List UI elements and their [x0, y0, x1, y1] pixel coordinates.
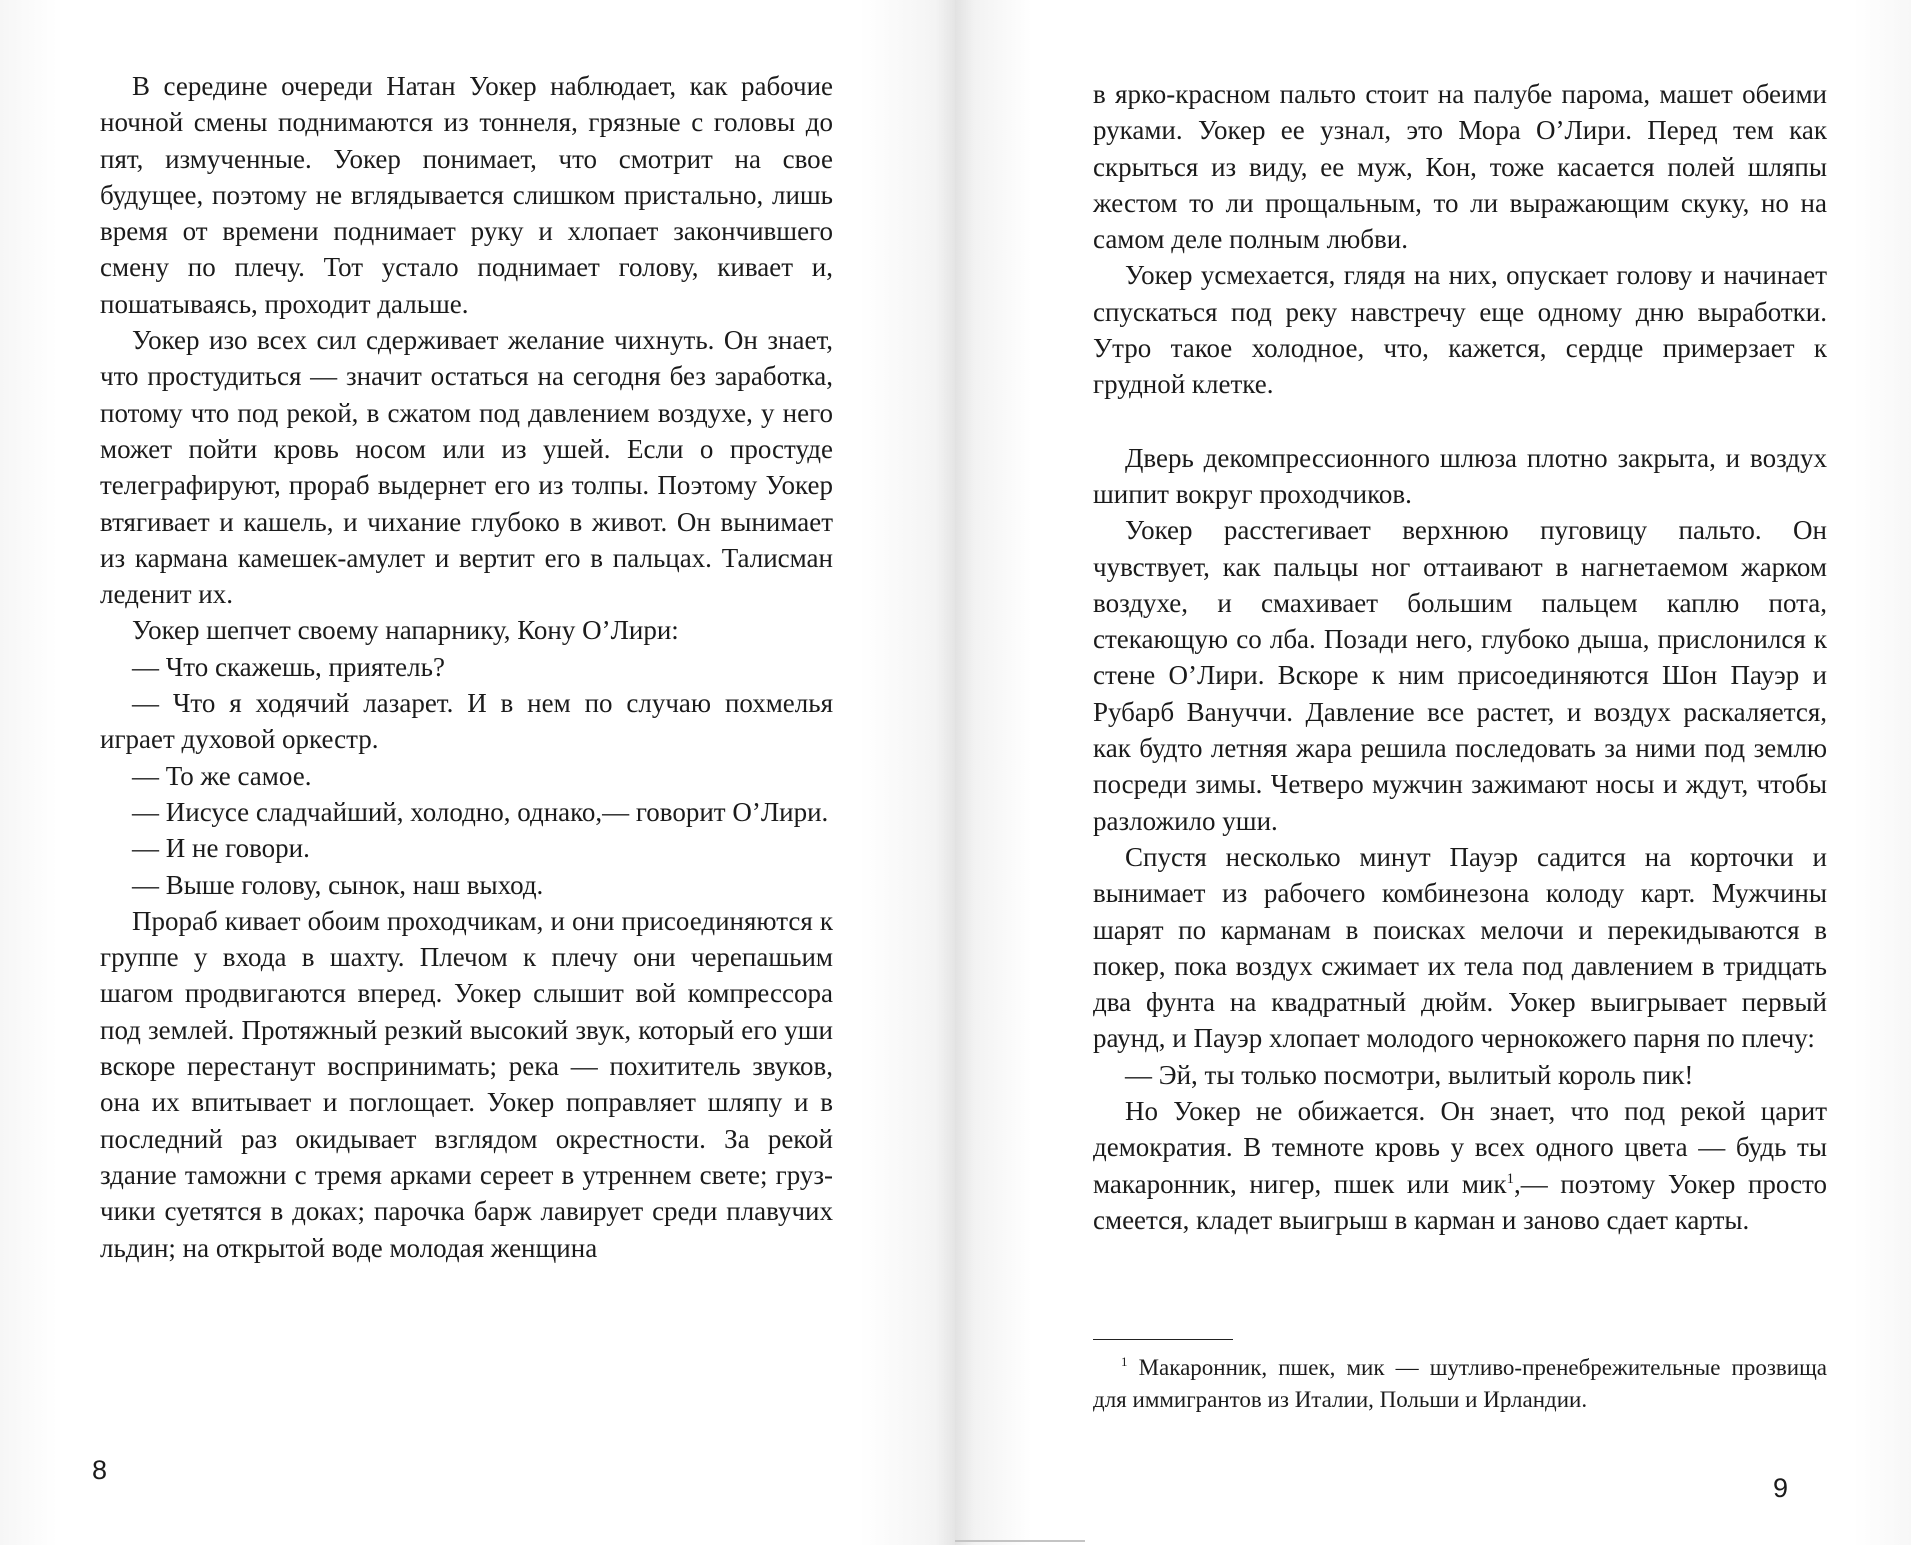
dialogue-line: — Эй, ты только посмотри, вылитый король пик! — [1125, 1059, 1694, 1090]
paragraph: В середине очереди Натан Уокер наблюдает, как рабочие ночной смены поднимаются из тоннеля, грязные с головы до пят, измученные. Уокер понимает, что смотрит на свое будущее, поэтому не вглядывается слишком пристально, лишь время от времени поднимает руку и хлопает закончившего смену по плечу. Тот устало поднимает голову, кивает и, пошатываясь, проходит дальше. — [100, 71, 833, 319]
dialogue-line: — Что скажешь, приятель? — [132, 651, 445, 682]
dialogue-line: — И не говори. — [132, 833, 310, 864]
footnote-reference: 1 — [1506, 1170, 1514, 1187]
footnote-marker: 1 — [1121, 1354, 1128, 1369]
paragraph-text: Но Уокер не обижается. Он знает, что под рекой царит демократия. В темноте кровь у всех одного цвета — будь ты макаронник, нигер, пшек или мик — [1093, 1096, 1827, 1199]
paragraph-text: ,— поэтому Уокер просто смеется, кладет выигрыш в карман и заново сдает карты. — [1093, 1168, 1827, 1235]
footnote-divider — [1093, 1339, 1233, 1340]
paragraph: Прораб кивает обоим проходчикам, и они присоединяются к группе у входа в шахту. Плечом к плечу они черепашьим шагом продвигаются вперед. Уокер слышит вой компрессора под землей. Протяжный резкий высокий звук, который его уши вскоре перестанут воспринимать; река — похититель звуков, она их впитывает и поглощает. Уокер поправляет шляпу и в последний раз окидывает взглядом окрестности. За рекой здание таможни с тремя арками сереет в утреннем свете; грузчики суетятся в доках; парочка барж лавирует среди плавучих льдин; на открытой воде молодая женщина — [100, 905, 833, 1263]
dialogue-line: — Выше голову, сынок, наш выход. — [132, 869, 544, 900]
left-page — [0, 0, 955, 1545]
book-gutter — [935, 0, 975, 1545]
dialogue-line: — То же самое. — [132, 760, 312, 791]
paragraph: Спустя несколько минут Пауэр садится на корточки и вынимает из рабочего комбинезона колоду карт. Мужчины шарят по карманам в поисках мелочи и перекидываются в покер, пока воздух сжимает их тела под давлением в тридцать два фунта на квадратный дюйм. Уокер выигрывает первый раунд, и Пауэр хлопает молодого чернокожего парня по плечу: — [1093, 841, 1827, 1054]
right-page-text — [1093, 76, 1827, 1238]
paragraph: Дверь декомпрессионного шлюза плотно закрыта, и воздух шипит вокруг проходчиков. — [1093, 442, 1827, 509]
page-number-right: 9 — [1773, 1473, 1789, 1503]
dialogue-line: — Что я ходячий лазарет. И в нем по случаю похмелья играет духовой оркестр. — [100, 688, 833, 755]
footnote — [1093, 1352, 1827, 1416]
section-break — [1093, 403, 1827, 440]
paragraph-with-footnote — [1093, 1093, 1827, 1238]
scan-edge-mark — [955, 1540, 1085, 1542]
continued-paragraph: в ярко-красном пальто стоит на палубе парома, машет обеими руками. Уокер ее узнал, это Мора О’Лири. Перед тем как скрыться из виду, ее муж, Кон, тоже касается полей шляпы жестом то ли прощальным, то ли выражающим скуку, но на самом деле полным любви. — [1093, 79, 1827, 255]
paragraph: Уокер шепчет своему напарнику, Кону О’Лири: — [132, 615, 679, 646]
paragraph: Уокер расстегивает верхнюю пуговицу пальто. Он чувствует, как пальцы ног оттаивают в нагнетаемом жарком воздухе, и смахивает большим пальцем каплю пота, стекающую со лба. Позади него, глубоко дыша, прислонился к стене О’Лири. Вскоре к ним присоединяются Шон Пауэр и Рубарб Вануччи. Давление все растет, и воздух раскаляется, как будто летняя жара решила последовать за ними под землю посреди зимы. Четверо мужчин зажимают носы и ждут, чтобы разложило уши. — [1093, 515, 1827, 836]
right-page — [955, 0, 1911, 1545]
footnote-text: Макаронник, пшек, мик — шутливо-пренебрежительные прозвища для иммигрантов из Италии, Польши и Ирландии. — [1093, 1355, 1827, 1412]
left-page-text — [100, 68, 833, 1266]
paragraph: Уокер изо всех сил сдерживает желание чихнуть. Он знает, что простудиться — значит остаться на сегодня без заработка, потому что под рекой, в сжатом под давлением воздухе, у него может пойти кровь носом или из ушей. Если о простуде телеграфируют, прораб выдернет его из толпы. Поэтому Уокер втягивает и кашель, и чихание глубоко в живот. Он вынимает из кармана камешек-амулет и вертит его в пальцах. Талисман леденит их. — [100, 325, 833, 610]
page-number-left: 8 — [92, 1455, 108, 1485]
paragraph: Уокер усмехается, глядя на них, опускает голову и начинает спускаться под реку навстречу еще одному дню выработки. Утро такое холодное, что, кажется, сердце примерзает к грудной клетке. — [1093, 260, 1827, 400]
dialogue-line: — Иисусе сладчайший, холодно, однако,— говорит О’Лири. — [132, 796, 829, 827]
